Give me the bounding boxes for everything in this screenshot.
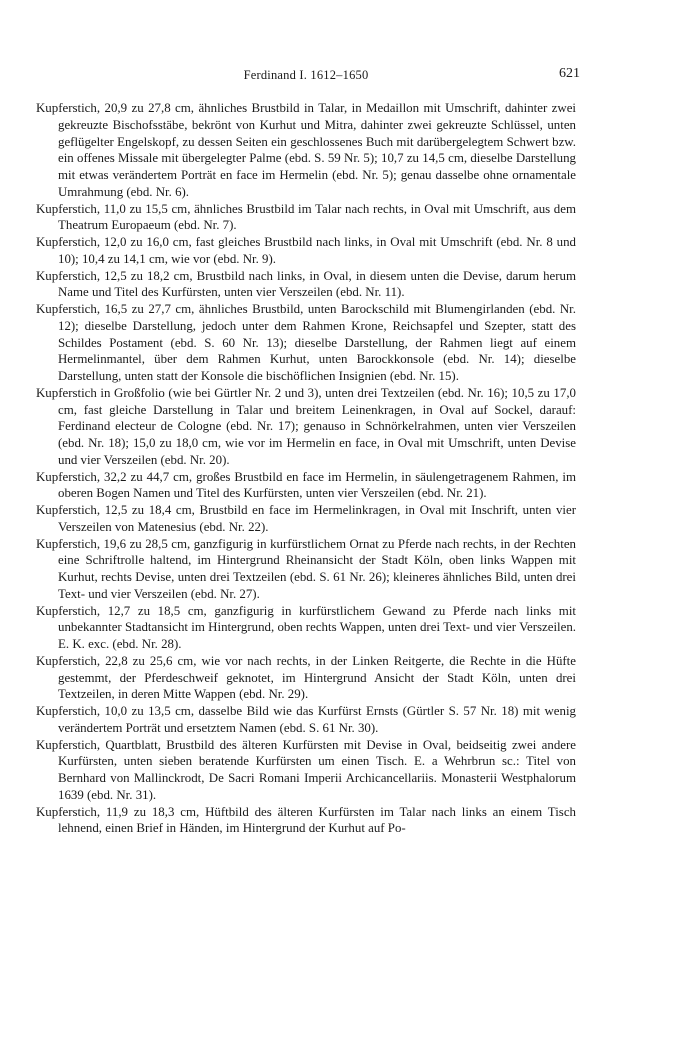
page-number: 621 bbox=[559, 66, 580, 81]
catalog-entry: Kupferstich, 22,8 zu 25,6 cm, wie vor nach rechts, in der Linken Reitgerte, die Rechte in die Hüfte gestemmt, der Pferdeschweif geknotet, im Hintergrund Ansicht der Stadt Köln, unten drei Textzeilen, in deren Mitte Wappen (ebd. Nr. 29). bbox=[36, 653, 576, 702]
catalog-entry: Kupferstich, 12,5 zu 18,4 cm, Brustbild en face im Hermelinkragen, in Oval mit Inschrift, unten vier Verszeilen von Matenesius (ebd. Nr. 22). bbox=[36, 503, 576, 534]
catalog-entry: Kupferstich, 19,6 zu 28,5 cm, ganzfigurig in kurfürstlichem Ornat zu Pferde nach rechts, in der Rechten eine Schriftrolle haltend, im Hintergrund Rheinansicht der Stadt Köln, oben links Wappen mit Kurhut, rechts Devise, unten drei Textzeilen (ebd. S. 61 Nr. 26); kleineres ähnliches Bild, unten drei Text- und vier Verszeilen (ebd. Nr. 27). bbox=[36, 536, 576, 601]
catalog-entry: Kupferstich, 12,7 zu 18,5 cm, ganzfigurig in kurfürstlichem Gewand zu Pferde nach links mit unbekannter Stadtansicht im Hintergrund, oben rechts Wappen, unten drei Text- und vier Verszeilen. E. K. exc. (ebd. Nr. 28). bbox=[36, 603, 576, 651]
catalog-entry: Kupferstich, 16,5 zu 27,7 cm, ähnliches Brustbild, unten Barockschild mit Blumengirlanden (ebd. Nr. 12); dieselbe Darstellung, jedoch unter dem Rahmen Krone, Reichsapfel und Szepter, statt des Schildes Postament (ebd. S. 60 Nr. 13); dieselbe Darstellung, der Rahmen liegt auf einem Hermelinmantel, über dem Rahmen Kurhut, unten Barockkonsole (ebd. Nr. 14); dieselbe Darstellung, unten statt der Konsole die bischöflichen Insignien (ebd. Nr. 15). bbox=[36, 302, 576, 383]
catalog-entry: Kupferstich, 11,0 zu 15,5 cm, ähnliches Brustbild im Talar nach rechts, in Oval mit Umschrift, aus dem Theatrum Europaeum (ebd. Nr. 7). bbox=[36, 201, 576, 233]
catalog-entry: Kupferstich, 11,9 zu 18,3 cm, Hüftbild des älteren Kurfürsten im Talar nach links an einem Tisch lehnend, einen Brief in Händen, im Hintergrund der Kurhut auf Po- bbox=[36, 804, 576, 836]
catalog-entry: Kupferstich, 10,0 zu 13,5 cm, dasselbe Bild wie das Kurfürst Ernsts (Gürtler S. 57 Nr. 18) mit wenig verändertem Porträt und ersetztem Namen (ebd. S. 61 Nr. 30). bbox=[36, 704, 576, 735]
catalog-entry: Kupferstich in Großfolio (wie bei Gürtler Nr. 2 und 3), unten drei Textzeilen (ebd. Nr. 16); 10,5 zu 17,0 cm, fast gleiche Darstellung in Talar und breitem Leinenkragen, in Oval auf Sockel, darauf: Ferdinand electeur de Cologne (ebd. Nr. 17); genauso in Schnörkelrahmen, unten vier Verszeilen (ebd. Nr. 18); 15,0 zu 18,0 cm, wie vor im Hermelin en face, in Oval mit Umschrift, unten Devise und vier Verszeilen (ebd. Nr. 20). bbox=[36, 385, 576, 467]
catalog-entry: Kupferstich, 12,0 zu 16,0 cm, fast gleiches Brustbild nach links, in Oval mit Umschrift (ebd. Nr. 8 und 10); 10,4 zu 14,1 cm, wie vor (ebd. Nr. 9). bbox=[36, 235, 576, 266]
entry-list bbox=[36, 100, 576, 837]
catalog-entry: Kupferstich, 20,9 zu 27,8 cm, ähnliches Brustbild in Talar, in Medaillon mit Umschrift, dahinter zwei gekreuzte Bischofsstäbe, bekrönt von Kurhut und Mitra, dahinter zwei gekreuzte Schlüssel, unten geflügelter Engelskopf, zu dessen Seiten ein geschlossenes Buch mit darübergelegtem Schwert bzw. ein offenes Missale mit übergelegter Palme (ebd. S. 59 Nr. 5); 10,7 zu 14,5 cm, dieselbe Darstellung mit etwas verändertem Porträt en face im Hermelin (ebd. Nr. 5); genau dasselbe ohne ornamentale Umrahmung (ebd. Nr. 6). bbox=[36, 101, 576, 199]
catalog-entry: Kupferstich, 32,2 zu 44,7 cm, großes Brustbild en face im Hermelin, in säulengetragenem Rahmen, im oberen Bogen Namen und Titel des Kurfürsten, unten vier Verszeilen (ebd. Nr. 21). bbox=[36, 469, 576, 501]
running-title: Ferdinand I. 1612–1650 bbox=[243, 68, 369, 82]
catalog-entry: Kupferstich, 12,5 zu 18,2 cm, Brustbild nach links, in Oval, in diesem unten die Devise, darum herum Name und Titel des Kurfürsten, unten vier Verszeilen (ebd. Nr. 11). bbox=[36, 268, 576, 300]
catalog-entry: Kupferstich, Quartblatt, Brustbild des älteren Kurfürsten mit Devise in Oval, beidseitig zwei andere Kurfürsten, unten sieben beratende Kurfürsten um einen Tisch. E. a Wehrbrun sc.: Titel von Bernhard von Mallinckrodt, De Sacri Romani Imperii Archicancellariis. Monasterii Westphalorum 1639 (ebd. Nr. 31). bbox=[36, 737, 576, 802]
running-head bbox=[36, 66, 580, 88]
